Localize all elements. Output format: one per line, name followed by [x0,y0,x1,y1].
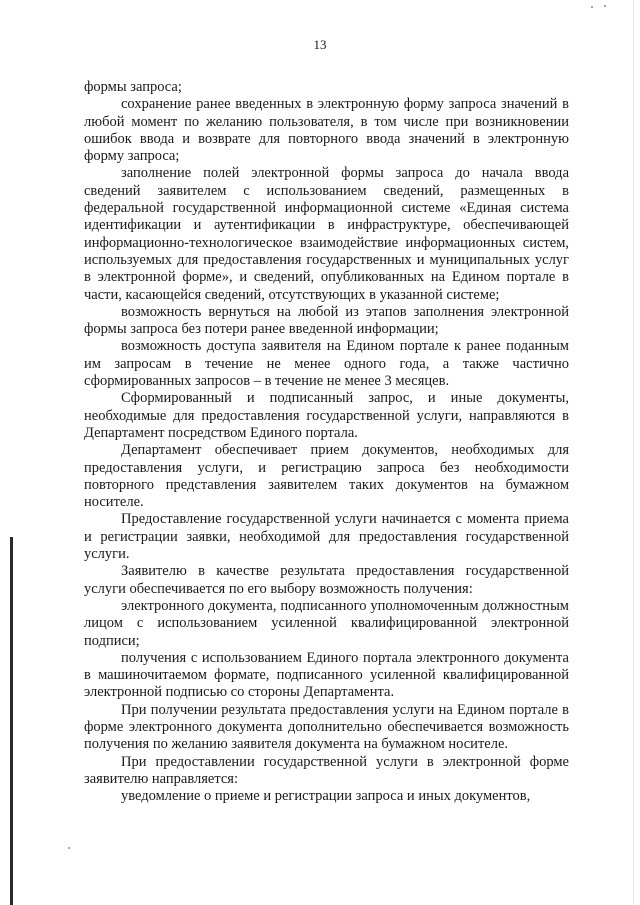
scan-margin-bar [10,537,13,905]
paragraph: заполнение полей электронной формы запроса до начала ввода сведений заявителем с использованием сведений, размещенных в федеральной государственной информационной системе «Единая система идентификации и аутентификации в инфраструктуре, обеспечивающей информационно-технологическое взаимодействие информационных систем, используемых для предоставления государственных и муниципальных услуг в электронной форме», и сведений, опубликованных на Едином портале в части, касающейся сведений, отсутствующих в указанной системе; [84,165,569,303]
paragraph: Департамент обеспечивает прием документов, необходимых для предоставления услуги, и регистрацию запроса без необходимости повторного представления заявителем таких документов на бумажном носителе. [84,442,569,511]
paragraph: возможность вернуться на любой из этапов заполнения электронной формы запроса без потери ранее введенной информации; [84,303,569,338]
paragraph: уведомление о приеме и регистрации запроса и иных документов, [121,788,531,805]
scan-speck [68,847,70,849]
paragraph: Предоставление государственной услуги начинается с момента приема и регистрации заявки, необходимой для предоставления государственной услуги. [84,511,569,563]
paragraph: При предоставлении государственной услуги в электронной форме заявителю направляется: [84,753,569,787]
paragraph: сохранение ранее введенных в электронную форму запроса значений в любой момент по желанию пользователя, в том числе при возникновении ошибок ввода и возврате для повторного ввода значений в электронную форму запроса; [84,96,569,165]
paragraph: Заявителю в качестве результата предоставления государственной услуги обеспечивается по его выбору возможность получения: [84,563,569,597]
document-body [84,79,569,805]
paragraph: электронного документа, подписанного уполномоченным должностным лицом с использованием усиленной квалифицированной электронной подписи; [84,597,569,649]
page-number: 13 [313,37,327,52]
paragraph: При получении результата предоставления услуги на Едином портале в форме электронного документа дополнительно обеспечивается возможность получения по желанию заявителя документа на бумажном носителе. [84,701,569,753]
paragraph: получения с использованием Единого портала электронного документа в машиночитаемом формате, подписанного усиленной квалифицированной электронной подписью со стороны Департамента. [84,649,569,701]
paragraph: формы запроса; [84,79,182,95]
paragraph: возможность доступа заявителя на Едином портале к ранее поданным им запросам в течение не менее одного года, а также частично сформированных запросов – в течение не менее 3 месяцев. [84,338,569,390]
paragraph: Сформированный и подписанный запрос, и иные документы, необходимые для предоставления государственной услуги, направляются в Департамент посредством Единого портала. [84,390,569,441]
scan-edge [633,0,634,905]
scan-speck [604,5,606,7]
scan-speck [591,6,593,8]
